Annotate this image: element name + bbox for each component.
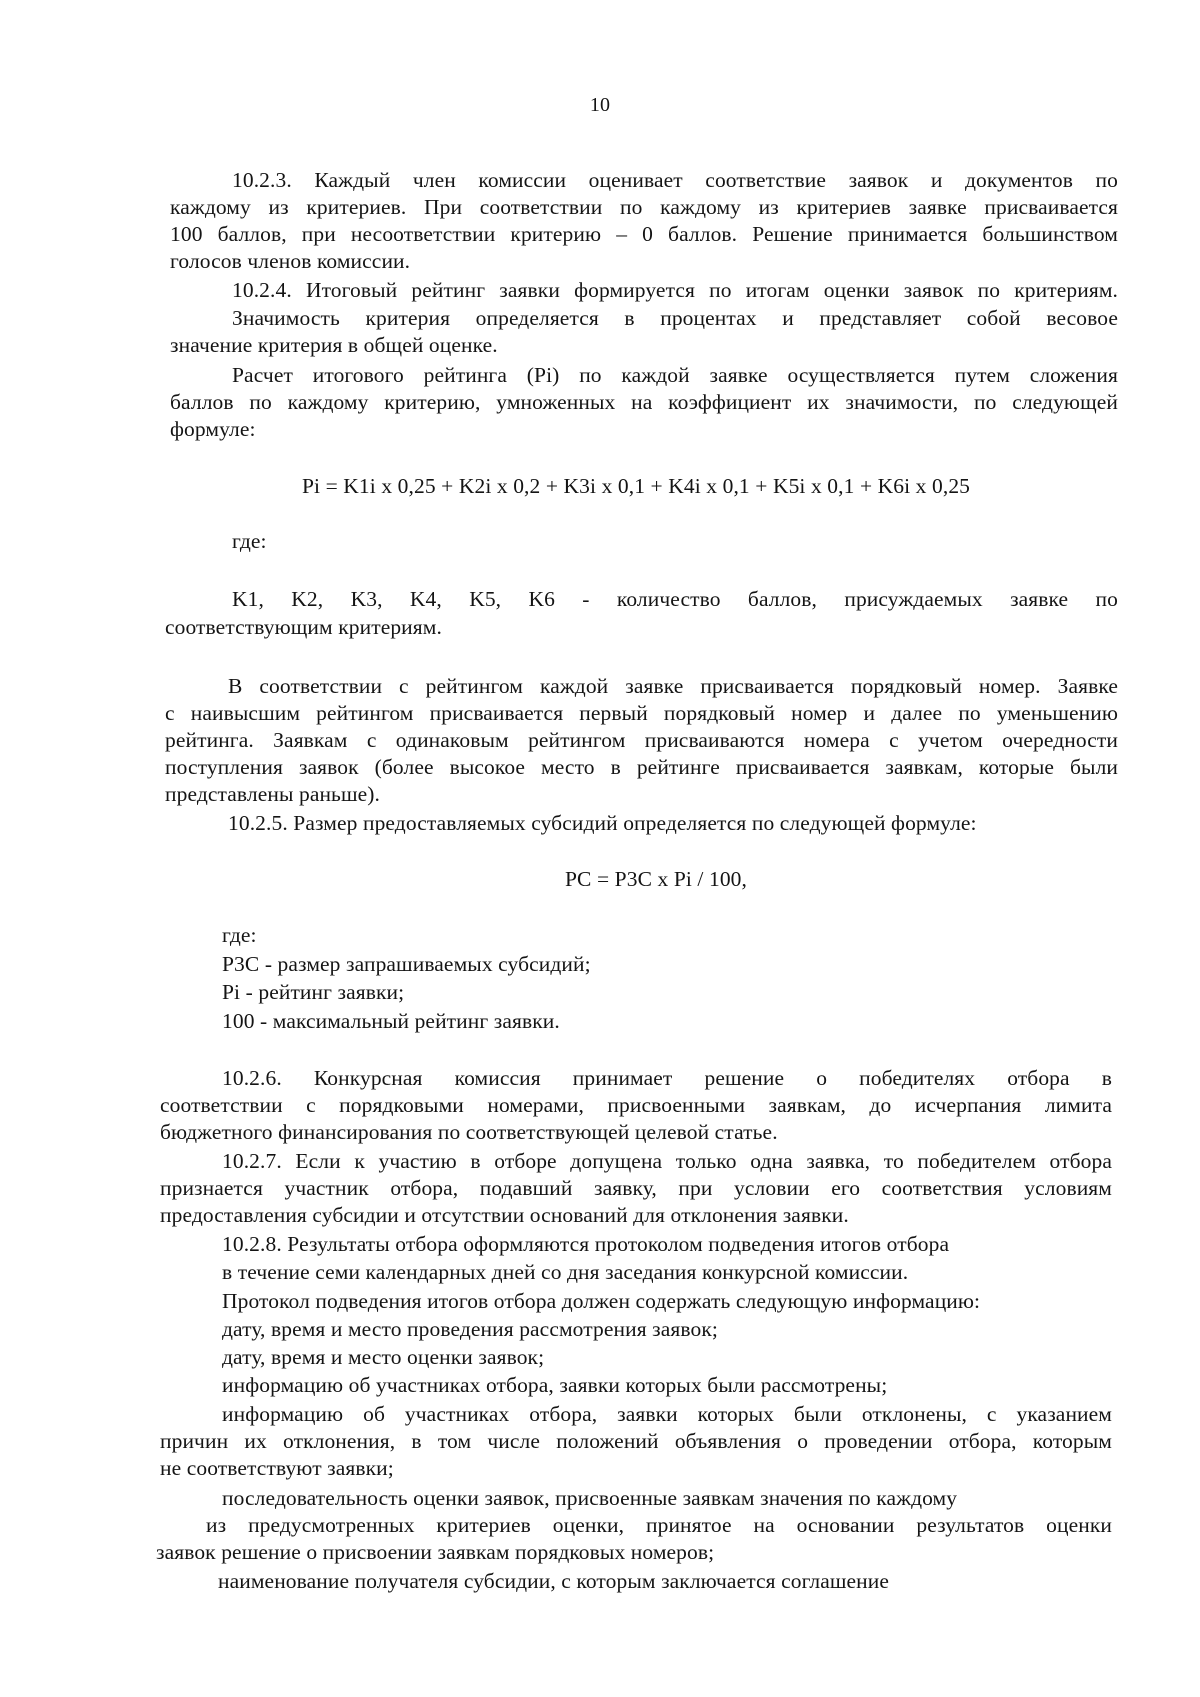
paragraph-k-def-line-1: K1, K2, K3, K4, K5, K6 - количество баллов, присуждаемых заявке по [232, 587, 1118, 611]
paragraph-10-2-6-line-3: бюджетного финансирования по соответствующей целевой статье. [160, 1120, 778, 1144]
paragraph-10-2-6-line-1: 10.2.6. Конкурсная комиссия принимает решение о победителях отбора в [222, 1066, 1112, 1090]
paragraph-10-2-8-line-1: 10.2.8. Результаты отбора оформляются протоколом подведения итогов отбора [222, 1232, 950, 1256]
formula-subsidy: PC = P3C x Pi / 100, [565, 867, 747, 891]
paragraph-10-2-7-line-3: предоставления субсидии и отсутствии оснований для отклонения заявки. [160, 1203, 849, 1227]
definition-100: 100 - максимальный рейтинг заявки. [222, 1009, 560, 1033]
protocol-item-reviewed: информацию об участниках отбора, заявки которых были рассмотрены; [222, 1373, 888, 1397]
paragraph-10-2-8-line-2: в течение семи календарных дней со дня заседания конкурсной комиссии. [222, 1260, 909, 1284]
protocol-item-rejected-line-3: не соответствуют заявки; [160, 1456, 394, 1480]
protocol-item-date-review: дату, время и место проведения рассмотрения заявок; [222, 1317, 718, 1341]
paragraph-10-2-3-line-4: голосов членов комиссии. [170, 249, 411, 273]
paragraph-ranking-line-4: поступления заявок (более высокое место в рейтинге присваивается заявкам, которые были [165, 755, 1118, 779]
paragraph-k-def-line-2: соответствующим критериям. [165, 615, 442, 639]
protocol-item-rejected-line-1: информацию об участниках отбора, заявки которых были отклонены, с указанием [222, 1402, 1112, 1426]
paragraph-ranking-line-5: представлены раньше). [165, 782, 381, 806]
paragraph-10-2-7-line-1: 10.2.7. Если к участию в отборе допущена только одна заявка, то победителем отбора [222, 1149, 1112, 1173]
page-number: 10 [589, 94, 611, 116]
protocol-item-sequence-line-1: последовательность оценки заявок, присвоенные заявкам значения по каждому [222, 1486, 958, 1510]
protocol-item-sequence-line-3: заявок решение о присвоении заявкам порядковых номеров; [156, 1540, 715, 1564]
protocol-intro: Протокол подведения итогов отбора должен содержать следующую информацию: [222, 1289, 981, 1313]
where-label-1: где: [232, 529, 267, 553]
paragraph-10-2-5: 10.2.5. Размер предоставляемых субсидий определяется по следующей формуле: [228, 811, 977, 835]
paragraph-ranking-line-2: с наивысшим рейтингом присваивается первый порядковый номер и далее по уменьшению [165, 701, 1118, 725]
paragraph-calc-line-2: баллов по каждому критерию, умноженных на коэффициент их значимости, по следующей [170, 390, 1118, 414]
protocol-item-sequence-line-2: из предусмотренных критериев оценки, принятое на основании результатов оценки [206, 1513, 1112, 1537]
paragraph-10-2-3-line-3: 100 баллов, при несоответствии критерию – 0 баллов. Решение принимается большинством [170, 222, 1118, 246]
where-label-2: где: [222, 923, 257, 947]
protocol-item-date-eval: дату, время и место оценки заявок; [222, 1345, 545, 1369]
definition-pi: Pi - рейтинг заявки; [222, 980, 405, 1004]
paragraph-ranking-line-3: рейтинга. Заявкам с одинаковым рейтингом присваиваются номера с учетом очередности [165, 728, 1118, 752]
paragraph-10-2-3-line-2: каждому из критериев. При соответствии по каждому из критериев заявке присваивается [170, 195, 1118, 219]
paragraph-significance-line-1: Значимость критерия определяется в процентах и представляет собой весовое [232, 306, 1118, 330]
paragraph-ranking-line-1: В соответствии с рейтингом каждой заявке присваивается порядковый номер. Заявке [228, 674, 1118, 698]
paragraph-significance-line-2: значение критерия в общей оценке. [170, 333, 498, 357]
protocol-item-recipient: наименование получателя субсидии, с которым заключается соглашение [218, 1569, 890, 1593]
formula-rating: Pi = K1i x 0,25 + K2i x 0,2 + K3i x 0,1 + K4i x 0,1 + K5i x 0,1 + K6i x 0,25 [302, 474, 971, 498]
definition-rzs: P3C - размер запрашиваемых субсидий; [222, 952, 591, 976]
paragraph-10-2-4: 10.2.4. Итоговый рейтинг заявки формируется по итогам оценки заявок по критериям. [232, 278, 1118, 302]
protocol-item-rejected-line-2: причин их отклонения, в том числе положений объявления о проведении отбора, которым [160, 1429, 1112, 1453]
paragraph-10-2-7-line-2: признается участник отбора, подавший заявку, при условии его соответствия условиям [160, 1176, 1112, 1200]
paragraph-10-2-6-line-2: соответствии с порядковыми номерами, присвоенными заявкам, до исчерпания лимита [160, 1093, 1112, 1117]
paragraph-calc-line-3: формуле: [170, 417, 256, 441]
paragraph-10-2-3-line-1: 10.2.3. Каждый член комиссии оценивает соответствие заявок и документов по [232, 168, 1118, 192]
paragraph-calc-line-1: Расчет итогового рейтинга (Pi) по каждой заявке осуществляется путем сложения [232, 363, 1118, 387]
